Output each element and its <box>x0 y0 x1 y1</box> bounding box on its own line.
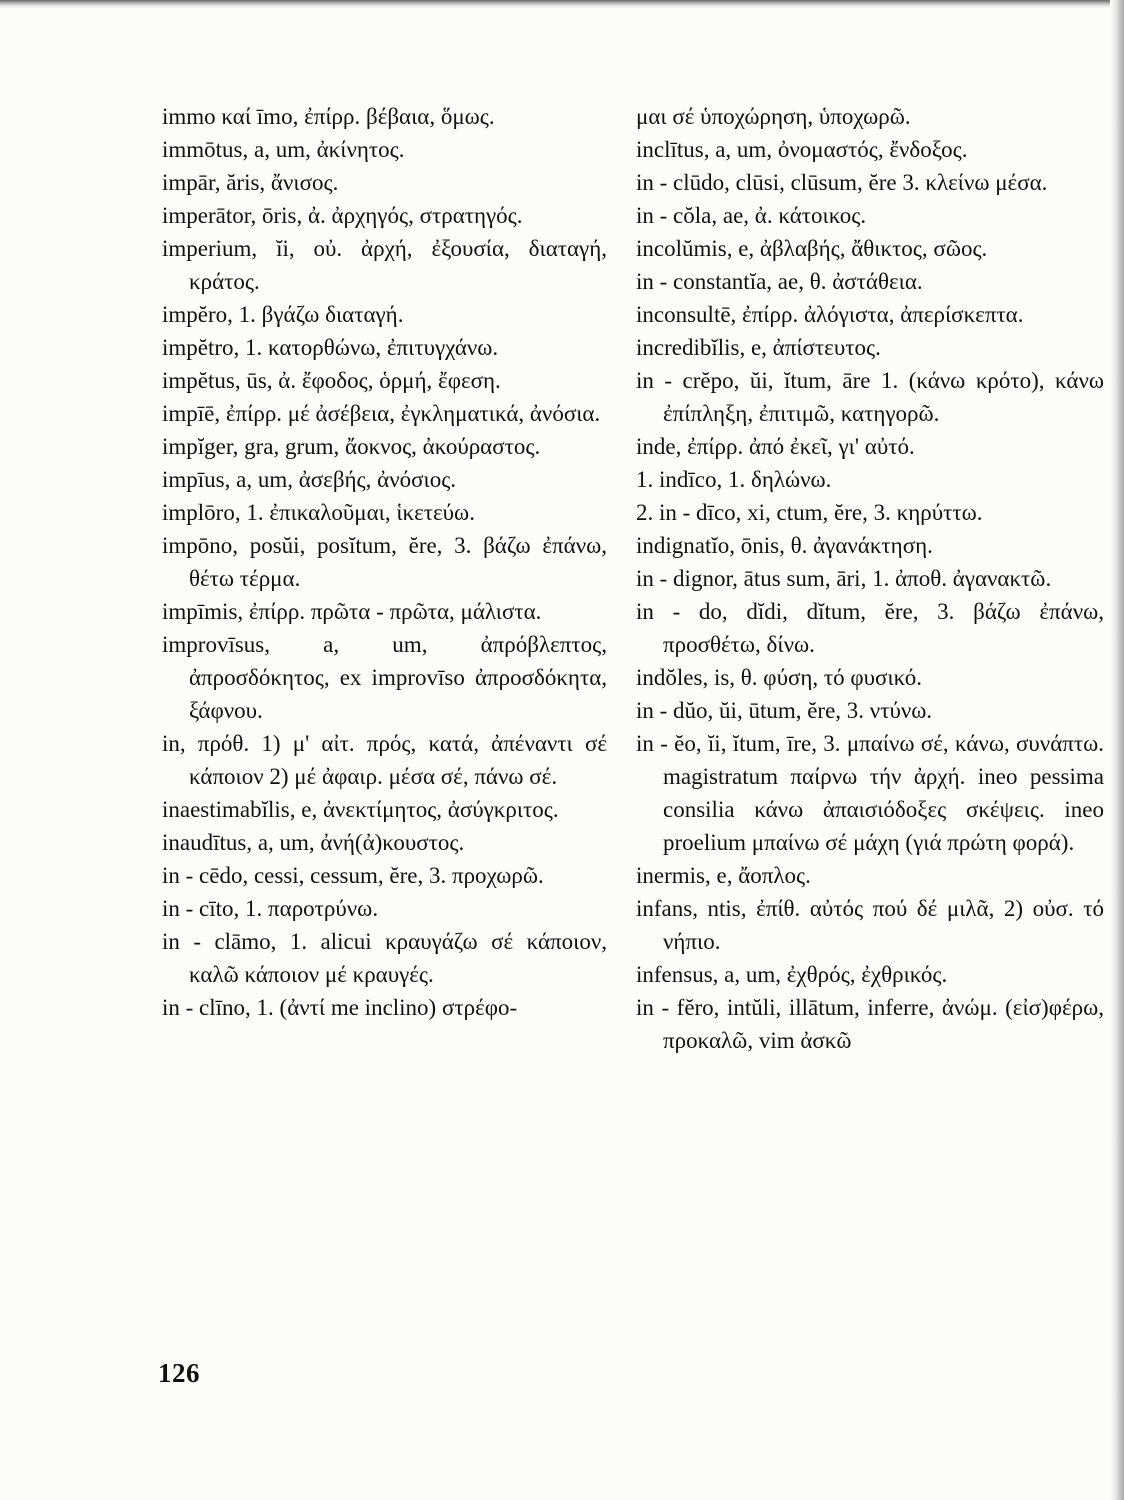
dictionary-entry: in - clīno, 1. (ἀντί me inclino) στρέφο- <box>162 995 518 1020</box>
dictionary-entry: incolŭmis, e, ἀβλαβής, ἄθικτος, σῶος. <box>636 236 988 261</box>
dictionary-entry: in - ĕo, ĭi, ĭtum, īre, 3. μπαίνω σέ, κάνω, συνάπτω. magistratum παίρνω τήν ἀρχή. ineo pessima consilia κάνω ἀπαισιόδοξες σκέψεις. ineo proelium μπαίνω σέ μάχη (γιά πρώτη φορά). <box>636 731 1104 855</box>
dictionary-entry: in - clūdo, clūsi, clūsum, ĕre 3. κλείνω μέσα. <box>636 170 1048 195</box>
dictionary-entry: 1. indīco, 1. δηλώνω. <box>636 467 832 492</box>
right-column <box>636 100 1104 1057</box>
dictionary-entry: in - do, dĭdi, dĭtum, ĕre, 3. βάζω ἐπάνω, προσθέτω, δίνω. <box>636 599 1104 657</box>
dictionary-entry: 2. in - dīco, xi, ctum, ĕre, 3. κηρύττω. <box>636 500 983 525</box>
dictionary-entry: impār, ăris, ἄνισος. <box>162 170 339 195</box>
dictionary-entry: in - dŭo, ŭi, ūtum, ĕre, 3. ντύνω. <box>636 698 933 723</box>
dictionary-entry: impīē, ἐπίρρ. μέ ἀσέβεια, ἐγκληματικά, ἀνόσια. <box>162 401 601 426</box>
dictionary-entry: in - clāmo, 1. alicui κραυγάζω σέ κάποιον, καλῶ κάποιον μέ κραυγές. <box>162 929 607 987</box>
dictionary-entry: infensus, a, um, ἐχθρός, ἐχθρικός. <box>636 962 948 987</box>
dictionary-entry: infans, ntis, ἐπίθ. αὐτός πού δέ μιλᾶ, 2) οὐσ. τό νήπιο. <box>636 896 1104 954</box>
dictionary-entry: indŏles, is, θ. φύση, τό φυσικό. <box>636 665 922 690</box>
dictionary-entry: incredibĭlis, e, ἀπίστευτος. <box>636 335 881 360</box>
dictionary-entry: impīus, a, um, ἀσεβής, ἀνόσιος. <box>162 467 457 492</box>
dictionary-entry: in, πρόθ. 1) μ' αἰτ. πρός, κατά, ἀπέναντι σέ κάποιον 2) μέ ἀφαιρ. μέσα σέ, πάνω σέ. <box>162 731 607 789</box>
dictionary-entry: immo καί īmo, ἐπίρρ. βέβαια, ὅμως. <box>162 104 495 129</box>
dictionary-entry: impĭger, gra, grum, ἄοκνος, ἀκούραστος. <box>162 434 541 459</box>
dictionary-entry: in - crĕpo, ŭi, ĭtum, āre 1. (κάνω κρότο), κάνω ἐπίπληξη, ἐπιτιμῶ, κατηγορῶ. <box>636 368 1104 426</box>
left-column <box>162 100 607 1024</box>
dictionary-entry: implōro, 1. ἐπικαλοῦμαι, ἱκετεύω. <box>162 500 475 525</box>
scan-right-edge <box>1110 0 1124 1500</box>
dictionary-entry: μαι σέ ὑποχώρηση, ὑποχωρῶ. <box>636 104 911 129</box>
dictionary-entry: inconsultē, ἐπίρρ. ἀλόγιστα, ἀπερίσκεπτα. <box>636 302 1024 327</box>
dictionary-entry: in - cīto, 1. παροτρύνω. <box>162 896 379 921</box>
dictionary-entry: imperium, ĭi, οὐ. ἀρχή, ἐξουσία, διαταγή, κράτος. <box>162 236 607 294</box>
scan-top-edge <box>0 0 1124 8</box>
dictionary-entry: inermis, e, ἄοπλος. <box>636 863 811 888</box>
dictionary-entry: impīmis, ἐπίρρ. πρῶτα - πρῶτα, μάλιστα. <box>162 599 542 624</box>
dictionary-entry: in - cēdo, cessi, cessum, ĕre, 3. προχωρῶ. <box>162 863 544 888</box>
dictionary-entry: in - cŏla, ae, ἀ. κάτοικος. <box>636 203 867 228</box>
dictionary-entry: indignatĭo, ōnis, θ. ἀγανάκτηση. <box>636 533 933 558</box>
dictionary-entry: inclītus, a, um, ὀνομαστός, ἔνδοξος. <box>636 137 968 162</box>
dictionary-entry: imperātor, ōris, ἀ. ἀρχηγός, στρατηγός. <box>162 203 523 228</box>
dictionary-entry: in - fĕro, intŭli, illātum, inferre, ἀνώμ. (εἰσ)φέρω, προκαλῶ, vim ἀσκῶ <box>636 995 1104 1053</box>
dictionary-entry: impĕtus, ūs, ἀ. ἔφοδος, ὁρμή, ἔφεση. <box>162 368 501 393</box>
dictionary-entry: inaudītus, a, um, ἀνή(ἀ)κουστος. <box>162 830 465 855</box>
dictionary-entry: improvīsus, a, um, ἀπρόβλεπτος, ἀπροσδόκητος, ex improvīso ἀπροσδόκητα, ξάφνου. <box>162 632 607 723</box>
dictionary-entry: impĕro, 1. βγάζω διαταγή. <box>162 302 404 327</box>
dictionary-entry: inaestimabĭlis, e, ἀνεκτίμητος, ἀσύγκριτος. <box>162 797 559 822</box>
dictionary-entry: in - dignor, ātus sum, āri, 1. ἀποθ. ἀγανακτῶ. <box>636 566 1052 591</box>
dictionary-entry: impĕtro, 1. κατορθώνω, ἐπιτυγχάνω. <box>162 335 499 360</box>
dictionary-entry: inde, ἐπίρρ. ἀπό ἐκεῖ, γι' αὐτό. <box>636 434 915 459</box>
page-number: 126 <box>158 1358 200 1388</box>
dictionary-entry: immōtus, a, um, ἀκίνητος. <box>162 137 405 162</box>
dictionary-entry: in - constantĭa, ae, θ. ἀστάθεια. <box>636 269 923 294</box>
dictionary-entry: impōno, posŭi, posĭtum, ĕre, 3. βάζω ἐπάνω, θέτω τέρμα. <box>162 533 607 591</box>
